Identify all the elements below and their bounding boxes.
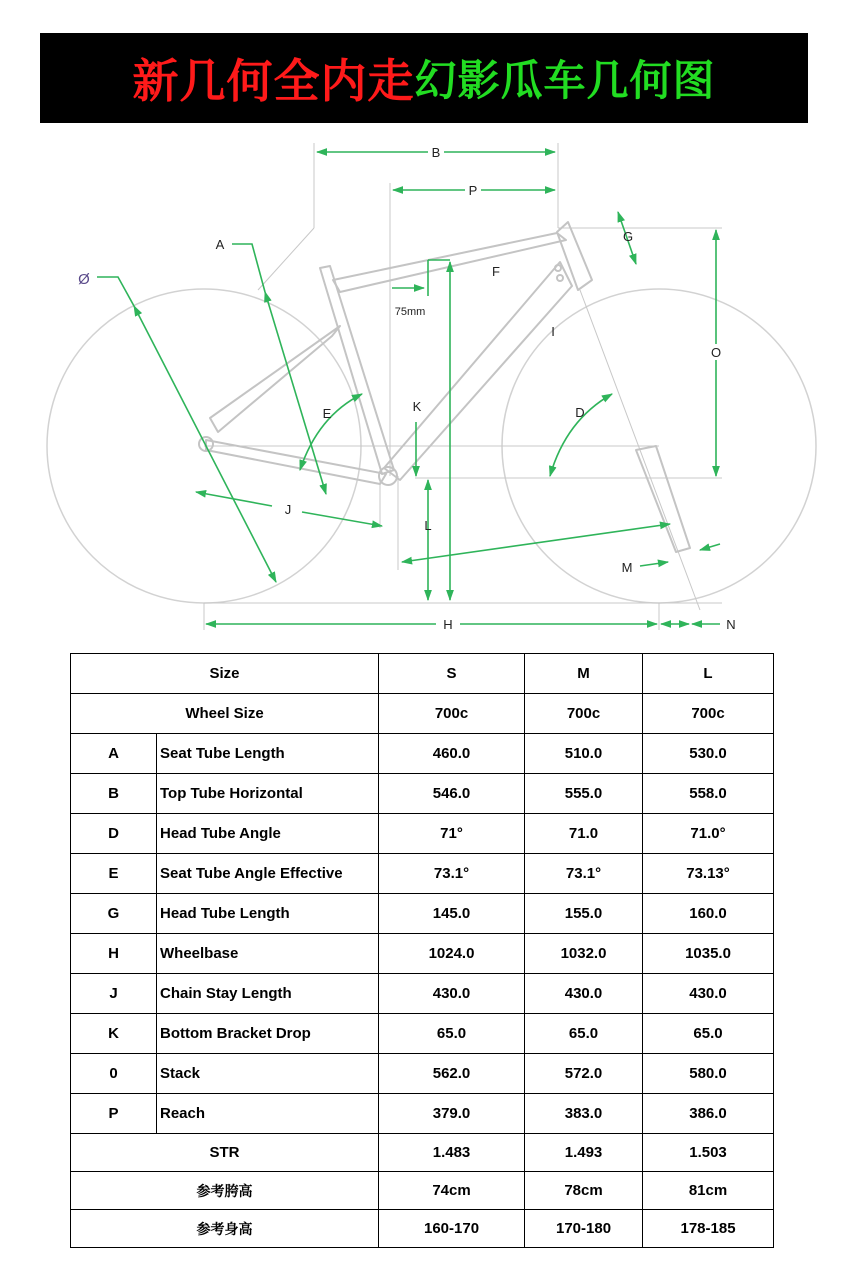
label-f: F (492, 264, 500, 279)
row-value-m: 555.0 (525, 774, 643, 814)
table-row (71, 1014, 774, 1054)
label-m: M (621, 560, 633, 575)
table-row (71, 1054, 774, 1094)
geometry-diagram (0, 128, 844, 648)
label-phi: Ø (78, 271, 90, 288)
seat-stay (210, 326, 340, 432)
row-name: Head Tube Angle (157, 814, 379, 854)
row-name: Chain Stay Length (157, 974, 379, 1014)
reference-lines (204, 143, 722, 630)
dim-a-leader (232, 244, 265, 292)
extra-row-value-m: 78cm (525, 1172, 643, 1210)
table-row (71, 1172, 774, 1210)
row-code: P (71, 1094, 157, 1134)
row-value-s: 145.0 (379, 894, 525, 934)
row-value-s: 379.0 (379, 1094, 525, 1134)
wheel-size-s: 700c (379, 694, 525, 734)
header-size-l: L (643, 654, 774, 694)
row-name: Stack (157, 1054, 379, 1094)
extra-row-value-s: 74cm (379, 1172, 525, 1210)
row-value-m: 71.0 (525, 814, 643, 854)
row-code: D (71, 814, 157, 854)
label-k: K (412, 399, 422, 414)
table-row (71, 814, 774, 854)
title-green: 幻影瓜车几何图 (414, 56, 716, 105)
row-name: Top Tube Horizontal (157, 774, 379, 814)
label-75mm: 75mm (394, 306, 426, 318)
header-size-m: M (525, 654, 643, 694)
table-row (71, 854, 774, 894)
label-l: L (424, 518, 432, 533)
extra-row-value-m: 170-180 (525, 1210, 643, 1248)
dim-j-left (196, 492, 272, 506)
dim-j-right (302, 512, 382, 526)
row-code: A (71, 734, 157, 774)
row-value-s: 1024.0 (379, 934, 525, 974)
row-value-l: 160.0 (643, 894, 774, 934)
label-b: B (431, 145, 441, 160)
row-value-m: 65.0 (525, 1014, 643, 1054)
row-value-s: 546.0 (379, 774, 525, 814)
extra-row-value-s: 1.483 (379, 1134, 525, 1172)
row-value-s: 71° (379, 814, 525, 854)
row-value-m: 383.0 (525, 1094, 643, 1134)
seat-tube (320, 266, 394, 474)
extra-row-value-s: 160-170 (379, 1210, 525, 1248)
row-value-l: 580.0 (643, 1054, 774, 1094)
title-red: 新几何全内走 (132, 54, 415, 108)
row-value-l: 65.0 (643, 1014, 774, 1054)
wheel-size-label: Wheel Size (71, 694, 379, 734)
row-value-s: 65.0 (379, 1014, 525, 1054)
row-value-l: 530.0 (643, 734, 774, 774)
dim-fork-offset (402, 524, 670, 562)
table-row (71, 734, 774, 774)
row-value-m: 73.1° (525, 854, 643, 894)
label-n: N (726, 617, 736, 632)
table-row (71, 1210, 774, 1248)
extra-row-label: 参考胯高 (71, 1172, 379, 1210)
row-name: Reach (157, 1094, 379, 1134)
dim-phi-leader (97, 277, 134, 306)
extra-row-label: 参考身高 (71, 1210, 379, 1248)
row-code: H (71, 934, 157, 974)
row-value-l: 71.0° (643, 814, 774, 854)
wheel-size-l: 700c (643, 694, 774, 734)
row-name: Head Tube Length (157, 894, 379, 934)
label-g: G (622, 229, 634, 244)
label-a: A (215, 237, 225, 252)
row-value-m: 430.0 (525, 974, 643, 1014)
extra-row-value-m: 1.493 (525, 1134, 643, 1172)
row-value-l: 1035.0 (643, 934, 774, 974)
row-code: K (71, 1014, 157, 1054)
header-size-s: S (379, 654, 525, 694)
row-value-m: 155.0 (525, 894, 643, 934)
table-row (71, 974, 774, 1014)
row-value-s: 430.0 (379, 974, 525, 1014)
label-h: H (443, 617, 453, 632)
extra-row-value-l: 1.503 (643, 1134, 774, 1172)
row-value-m: 510.0 (525, 734, 643, 774)
title-banner (40, 33, 808, 123)
row-value-s: 460.0 (379, 734, 525, 774)
dim-phi (134, 306, 276, 582)
label-e: E (322, 406, 332, 421)
row-value-s: 73.1° (379, 854, 525, 894)
label-o: O (710, 345, 722, 360)
table-row (71, 1094, 774, 1134)
row-value-s: 562.0 (379, 1054, 525, 1094)
label-j: J (284, 502, 292, 517)
header-size-label: Size (71, 654, 379, 694)
row-value-m: 1032.0 (525, 934, 643, 974)
table-row (71, 934, 774, 974)
row-name: Wheelbase (157, 934, 379, 974)
row-code: 0 (71, 1054, 157, 1094)
dim-m (640, 562, 668, 566)
wheel-size-m: 700c (525, 694, 643, 734)
row-code: G (71, 894, 157, 934)
row-value-l: 558.0 (643, 774, 774, 814)
row-value-m: 572.0 (525, 1054, 643, 1094)
header-row (71, 654, 774, 694)
label-i: I (551, 324, 555, 339)
extra-row-value-l: 178-185 (643, 1210, 774, 1248)
row-code: J (71, 974, 157, 1014)
row-name: Seat Tube Angle Effective (157, 854, 379, 894)
row-code: E (71, 854, 157, 894)
table-row (71, 894, 774, 934)
dimension-lines (97, 152, 720, 624)
table-row (71, 1134, 774, 1172)
geometry-table (70, 653, 774, 1248)
wheel-size-row (71, 694, 774, 734)
row-name: Bottom Bracket Drop (157, 1014, 379, 1054)
extra-row-value-l: 81cm (643, 1172, 774, 1210)
row-value-l: 73.13° (643, 854, 774, 894)
table-row (71, 774, 774, 814)
down-tube (384, 262, 572, 480)
extra-row-label: STR (71, 1134, 379, 1172)
row-name: Seat Tube Length (157, 734, 379, 774)
label-d: D (575, 405, 585, 420)
row-value-l: 386.0 (643, 1094, 774, 1134)
row-value-l: 430.0 (643, 974, 774, 1014)
chain-stay (206, 440, 386, 484)
row-code: B (71, 774, 157, 814)
label-p: P (468, 183, 478, 198)
